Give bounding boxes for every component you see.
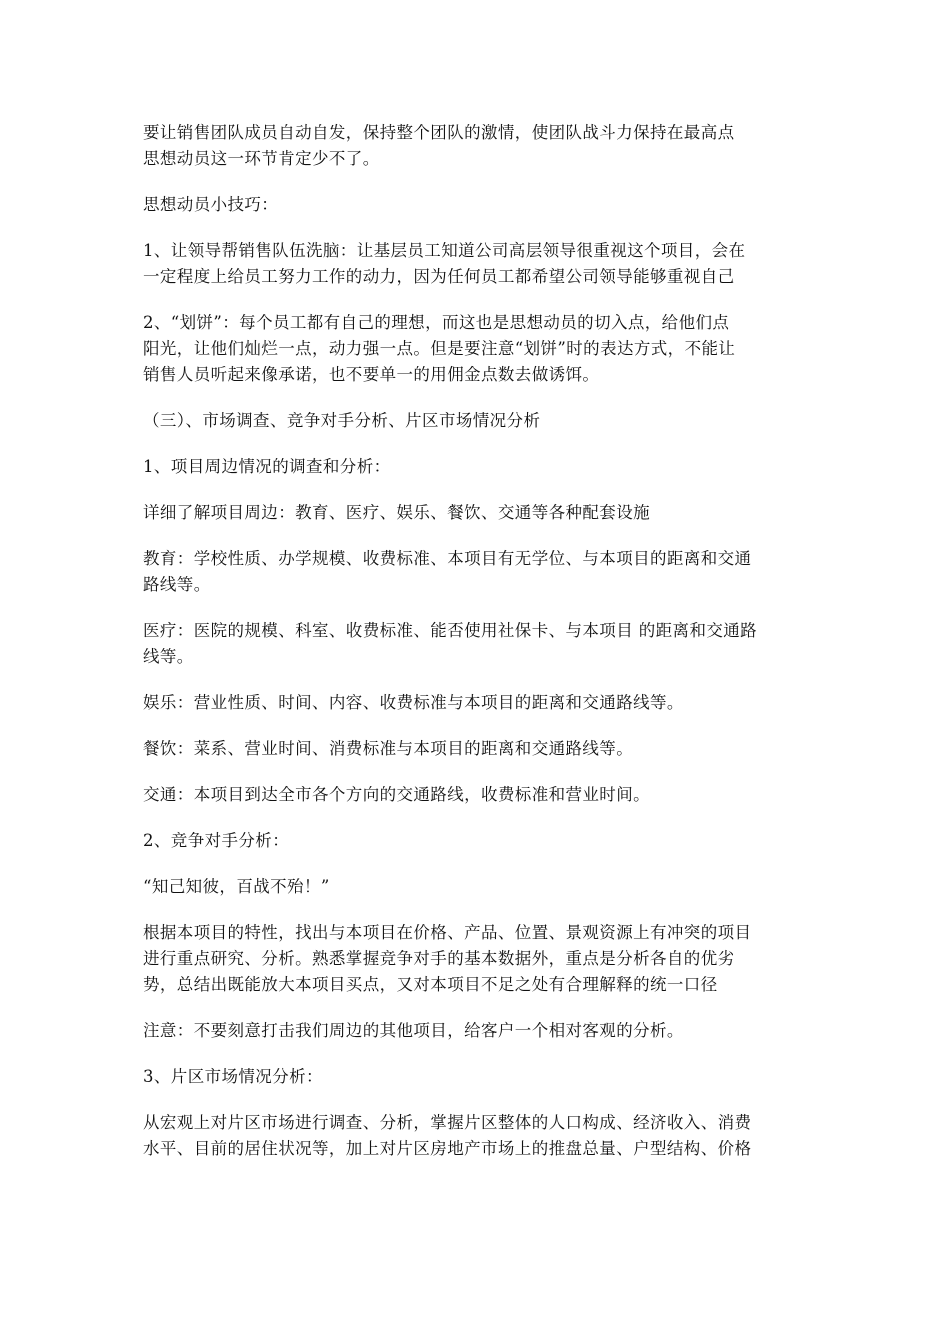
subheading-surroundings	[143, 454, 813, 480]
text-line: （三）、市场调查、竞争对手分析、片区市场情况分析	[143, 411, 541, 430]
text-line: 3、片区市场情况分析：	[143, 1067, 323, 1086]
paragraph-entertainment	[143, 690, 813, 716]
subheading-competitor-analysis	[143, 828, 813, 854]
paragraph-note	[143, 1018, 813, 1044]
paragraph-tip-2	[143, 310, 813, 388]
text-line: 娱乐：营业性质、时间、内容、收费标准与本项目的距离和交通路线等。	[143, 693, 684, 712]
text-line: 1、项目周边情况的调查和分析：	[143, 457, 391, 476]
text-line: 势，总结出既能放大本项目买点，又对本项目不足之处有合理解释的统一口径	[143, 975, 718, 994]
text-line: 思想动员这一环节肯定少不了。	[143, 149, 380, 168]
paragraph-tip-1	[143, 238, 813, 290]
text-line: 交通：本项目到达全市各个方向的交通路线，收费标准和营业时间。	[143, 785, 650, 804]
paragraph-competitor-detail	[143, 920, 813, 998]
text-line: 2、竞争对手分析：	[143, 831, 290, 850]
text-line: 线等。	[143, 647, 194, 666]
text-line: 水平、目前的居住状况等，加上对片区房地产市场上的推盘总量、户型结构、价格	[143, 1139, 752, 1158]
text-line: 医疗：医院的规模、科室、收费标准、能否使用社保卡、与本项目 的距离和交通路	[143, 621, 758, 640]
paragraph-transport	[143, 782, 813, 808]
text-line: 根据本项目的特性，找出与本项目在价格、产品、位置、景观资源上有冲突的项目	[143, 923, 752, 942]
text-line: 注意：不要刻意打击我们周边的其他项目，给客户一个相对客观的分析。	[143, 1021, 684, 1040]
paragraph-surroundings-detail	[143, 500, 813, 526]
text-line: 餐饮：菜系、营业时间、消费标准与本项目的距离和交通路线等。	[143, 739, 634, 758]
document-body	[143, 120, 813, 1182]
text-line: 1、让领导帮销售队伍洗脑：让基层员工知道公司高层领导很重视这个项目，会在	[143, 241, 746, 260]
paragraph-education	[143, 546, 813, 598]
text-line: 一定程度上给员工努力工作的动力，因为任何员工都希望公司领导能够重视自己	[143, 267, 735, 286]
text-line: 思想动员小技巧：	[143, 195, 279, 214]
section-heading-market-research	[143, 408, 813, 434]
paragraph-team-motivation	[143, 120, 813, 172]
text-line: 进行重点研究、分析。熟悉掌握竞争对手的基本数据外，重点是分析各自的优劣	[143, 949, 735, 968]
text-line: 教育：学校性质、办学规模、收费标准、本项目有无学位、与本项目的距离和交通	[143, 549, 752, 568]
paragraph-dining	[143, 736, 813, 762]
text-line: 销售人员听起来像承诺，也不要单一的用佣金点数去做诱饵。	[143, 365, 600, 384]
paragraph-medical	[143, 618, 813, 670]
subheading-district-market	[143, 1064, 813, 1090]
text-line: 2、“划饼”：每个员工都有自己的理想，而这也是思想动员的切入点，给他们点	[143, 313, 730, 332]
text-line: 从宏观上对片区市场进行调查、分析，掌握片区整体的人口构成、经济收入、消费	[143, 1113, 752, 1132]
text-line: 路线等。	[143, 575, 211, 594]
text-line: 要让销售团队成员自动自发，保持整个团队的激情，使团队战斗力保持在最高点	[143, 123, 735, 142]
text-line: “知己知彼，百战不殆！”	[143, 877, 330, 896]
text-line: 详细了解项目周边：教育、医疗、娱乐、餐饮、交通等各种配套设施	[143, 503, 650, 522]
paragraph-district-detail	[143, 1110, 813, 1162]
paragraph-tips-heading	[143, 192, 813, 218]
text-line: 阳光，让他们灿烂一点，动力强一点。但是要注意“划饼”时的表达方式，不能让	[143, 339, 736, 358]
paragraph-quote	[143, 874, 813, 900]
